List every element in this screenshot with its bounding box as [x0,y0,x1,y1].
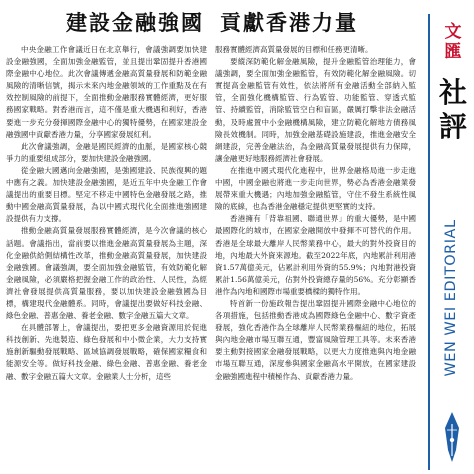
paper-name-char: 文 [444,22,462,42]
paper-name-logo [436,22,470,62]
paragraph: 在推進中國式現代化進程中，世界金融格局進一步走進中國，中國金融也將進一步走向世界，勢必為香港金融業發展帶來重大機遇；內地加強金融監管，守住不發生系統性風險的底線，也為香港金融穩定提供更堅實的支持。 [215,165,416,212]
headline-left: 建設金融強國 [66,10,204,35]
article-column-left [6,44,207,468]
paragraph: 從金融大國邁向金融強國，是強國建設、民族復興的題中應有之義。加快建設金融強國，是近五年中央金融工作會議提出的重要目標。堅定不移走中國特色金融發展之路，推動中國金融高質量發展，為以中國式現代化全面推進強國建設提供有力支撐。 [6,165,207,224]
sidebar-rule [428,14,430,470]
section-title-char: 評 [438,110,467,143]
headline [0,6,424,40]
article-column-right [215,44,416,468]
paragraph: 要縱深防範化解金融風險，提升金融監管治理能力，會議強調，要全面加強金融監管，有效防範化解金融風險。切實提高金融監管有效性，依法將所有金融活動全部納入監管，全面強化機構監管、行為監管、功能監管、穿透式監管、持續監管，消除監管空白和盲區，嚴厲打擊非法金融活動，及時處置中小金融機構風險，建立防範化解地方債務風險長效機制。同時，加強金融基礎設施建設，推進金融安全網建設，完善金融法治，為金融高質量發展提供有力保障，讓金融更好地服務經濟社會發展。 [215,57,416,163]
paragraph: 推動金融高質量發展服務實體經濟，是今次會議的核心話題。會議指出，當前要以推進金融高質量發展為主題，深化金融供給側結構性改革，推動金融高質量發展，加快建設金融強國。會議強調，要全面加強金融監管，有效防範化解金融風險，必須嚴格把握金融工作的政治性、人民性，為經濟社會發展提供高質量服務，要以加快建設金融強國為目標，構建現代金融體系。同時，會議提出要做好科技金融、綠色金融、普惠金融、養老金融、數字金融五篇大文章。 [6,226,207,321]
paragraph: 特首新一份施政報告提出鞏固提升國際金融中心地位的各項措施，包括推動香港成為國際綠色金融中心、數字資產發展，強化香港作為全球離岸人民幣業務樞紐的地位，拓展與內地金融市場互聯互通，豐富風險管理工具等。未來香港要主動對接國家金融發展戰略，以更大力度推進與內地金融市場互聯互通，深度參與國家金融高水平開放，在國家建設金融強國進程中積極作為、貢獻香港力量。 [215,298,416,381]
headline-right: 貢獻香港力量 [220,10,358,35]
article-body [6,44,416,468]
section-title [432,76,474,144]
paragraph: 服務實體經濟高質量發展的目標和任務更清晰。 [215,45,373,54]
section-english-text: WEN WEI EDITORIAL [443,219,459,377]
paragraph: 中央金融工作會議近日在北京舉行，會議強調要加快建設金融強國，全面加強金融監管，並且提出鞏固提升香港國際金融中心地位。此次會議傳遞金融高質量發展和防範金融風險的清晰信號，揭示未來內地金融領域的工作重點及在有效控制風險的前提下，全面推動金融服務實體經濟，更好服務國家戰略。對香港而言，這不僅是重大機遇和利好，香港要進一步充分發揮國際金融中心的獨特優勢，在國家建設金融強國中貢獻香港力量，分享國家發展紅利。 [6,45,207,139]
paragraph: 香港擁有「背靠祖國、聯通世界」的重大優勢，是中國最國際化的城市，在國家金融開放中發揮不可替代的作用。香港是全球最大離岸人民幣業務中心，最大的對外投資目的地，內地最大外資來源地。截至2022年底，內地累計利用港資1.57萬億美元，佔累計利用外資的55.9%；內地對港投資累計1.56萬億美元，佔對外投資總存量的56%。充分彰顯香港作為內地和國際市場重要橋樑的獨特作用。 [215,214,416,296]
paragraph: 在具體部署上，會議提出，要把更多金融資源用於促進科技創新、先進製造、綠色發展和中小微企業，大力支持實施創新驅動發展戰略、區域協調發展戰略，確保國家糧食和能源安全等。做好科技金融、綠色金融、普惠金融、養老金融、數字金融五篇大文章。金融業人士分析，這些 [6,323,207,381]
section-title-char: 社 [438,76,467,109]
paragraph: 此次會議強調，金融是國民經濟的血脈，是國家核心競爭力的重要組成部分，要加快建設金融強國。 [6,141,207,163]
editorial-sidebar [428,0,474,474]
fountain-pen-icon [440,410,464,464]
paper-name-char: 匯 [444,42,462,62]
